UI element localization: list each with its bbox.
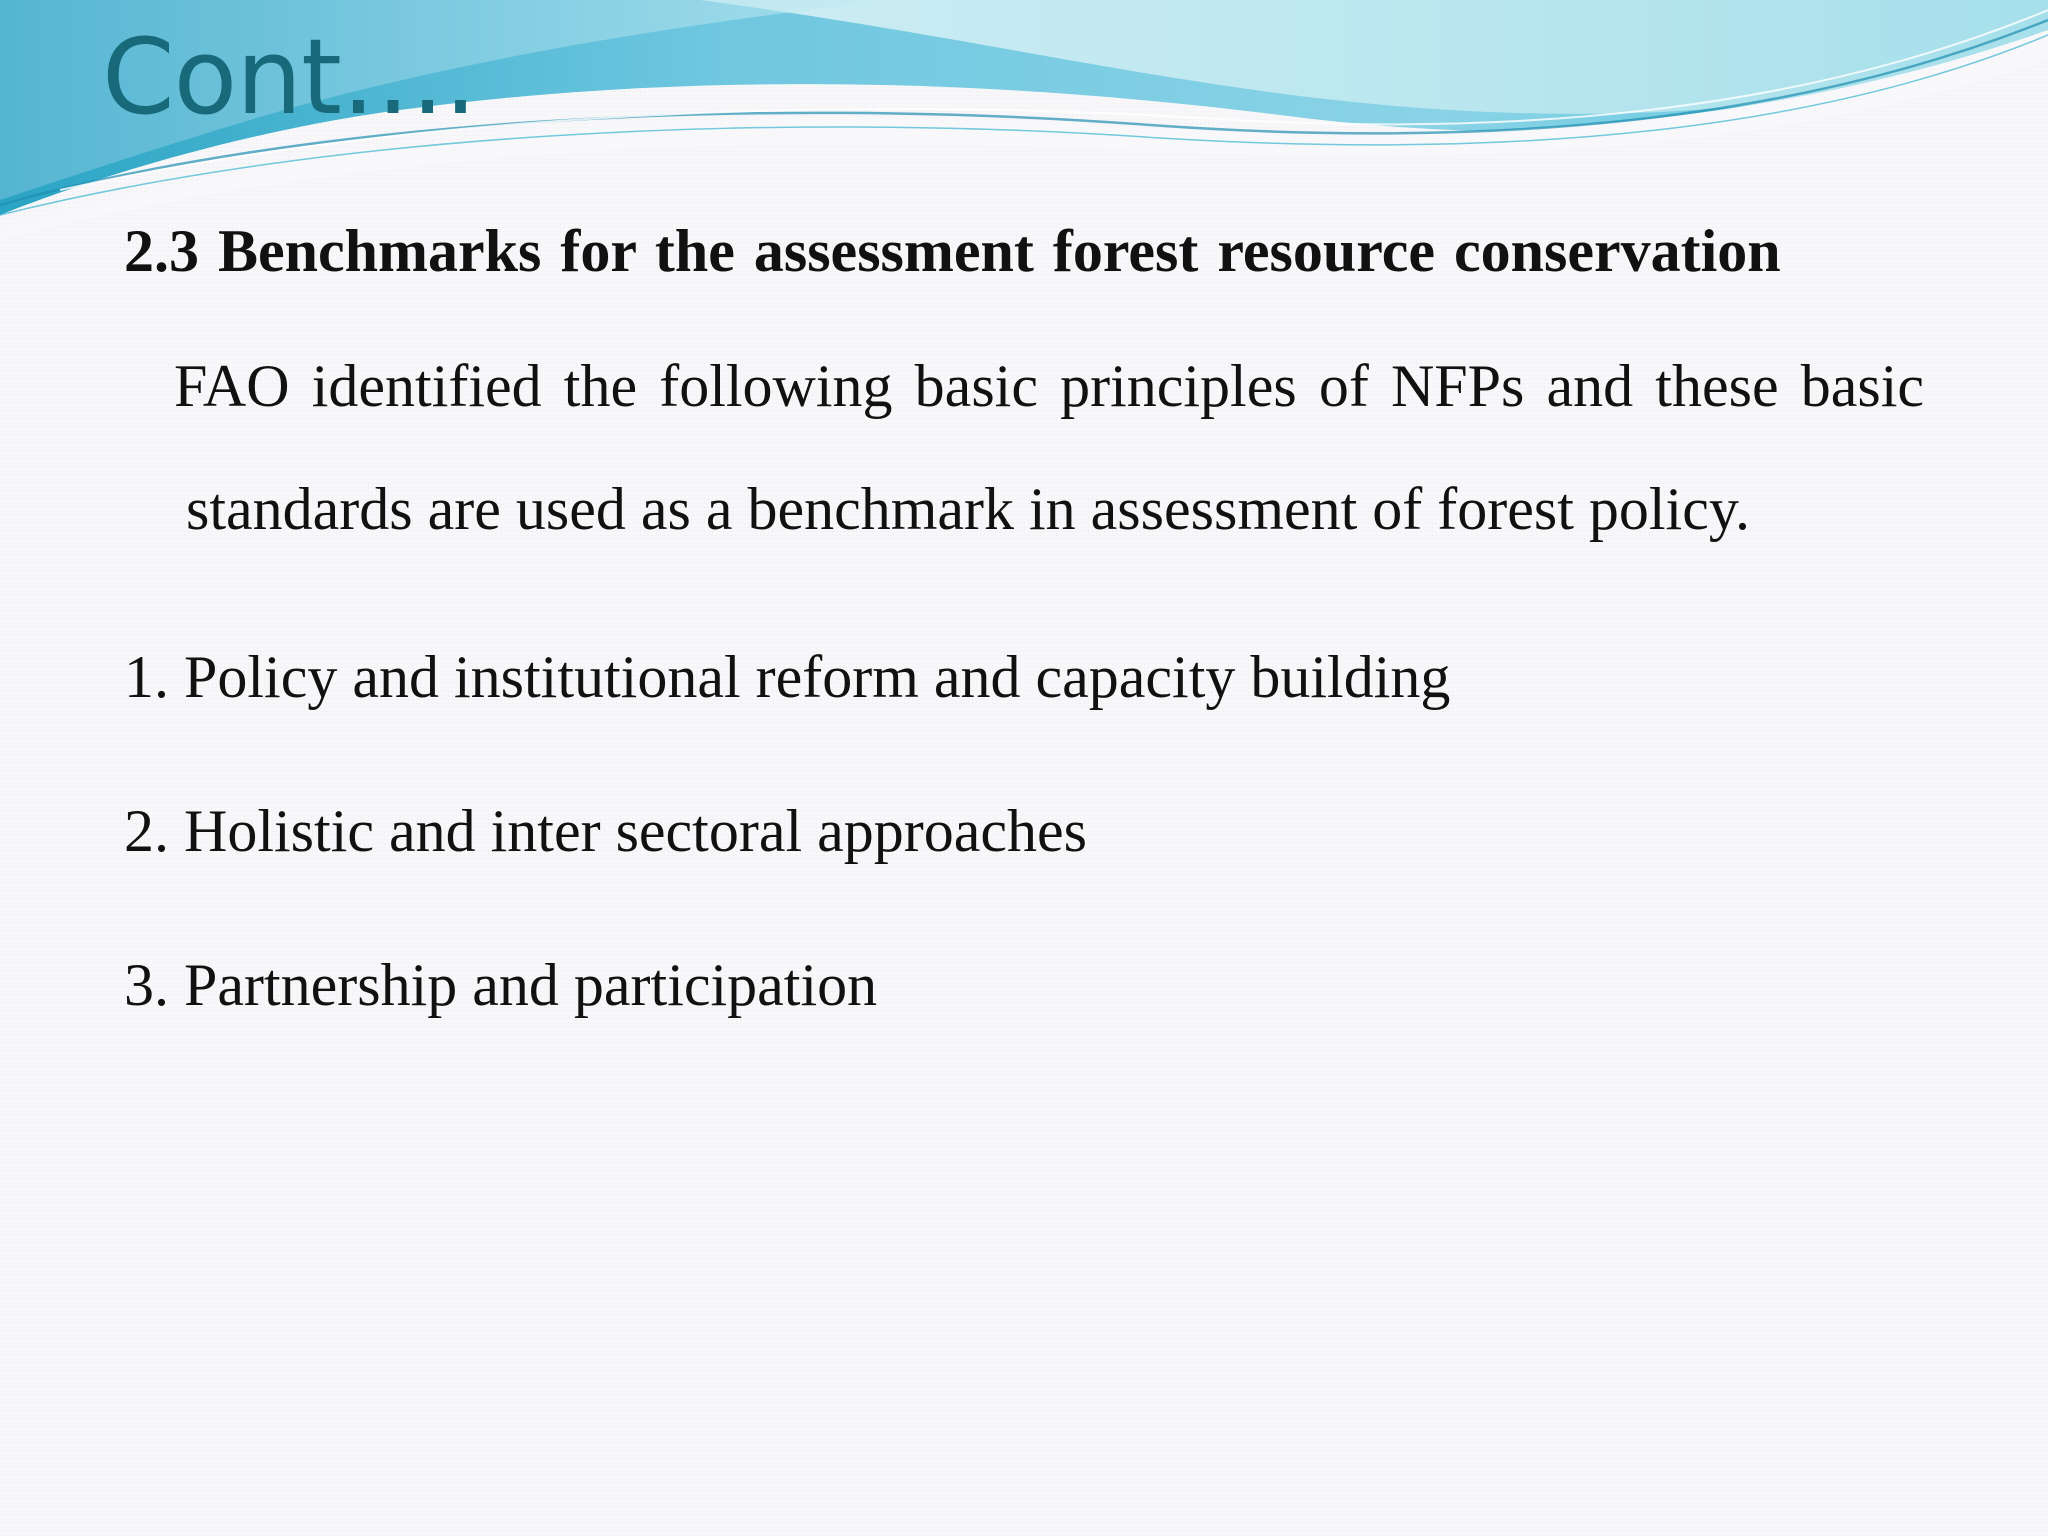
principle-item: 2. Holistic and inter sectoral approaches	[124, 798, 1087, 864]
slide-content	[124, 190, 1924, 1021]
section-heading: 2.3 Benchmarks for the assessment forest resource conservation	[124, 218, 1781, 284]
intro-paragraph: FAO identified the following basic principles of NFPs and these basic standards are used as a benchmark in assessment of forest policy.	[174, 353, 1924, 542]
principle-item: 1. Policy and institutional reform and capacity building	[124, 644, 1451, 710]
slide-title: Cont….	[102, 16, 476, 138]
principle-item: 3. Partnership and participation	[124, 952, 878, 1018]
